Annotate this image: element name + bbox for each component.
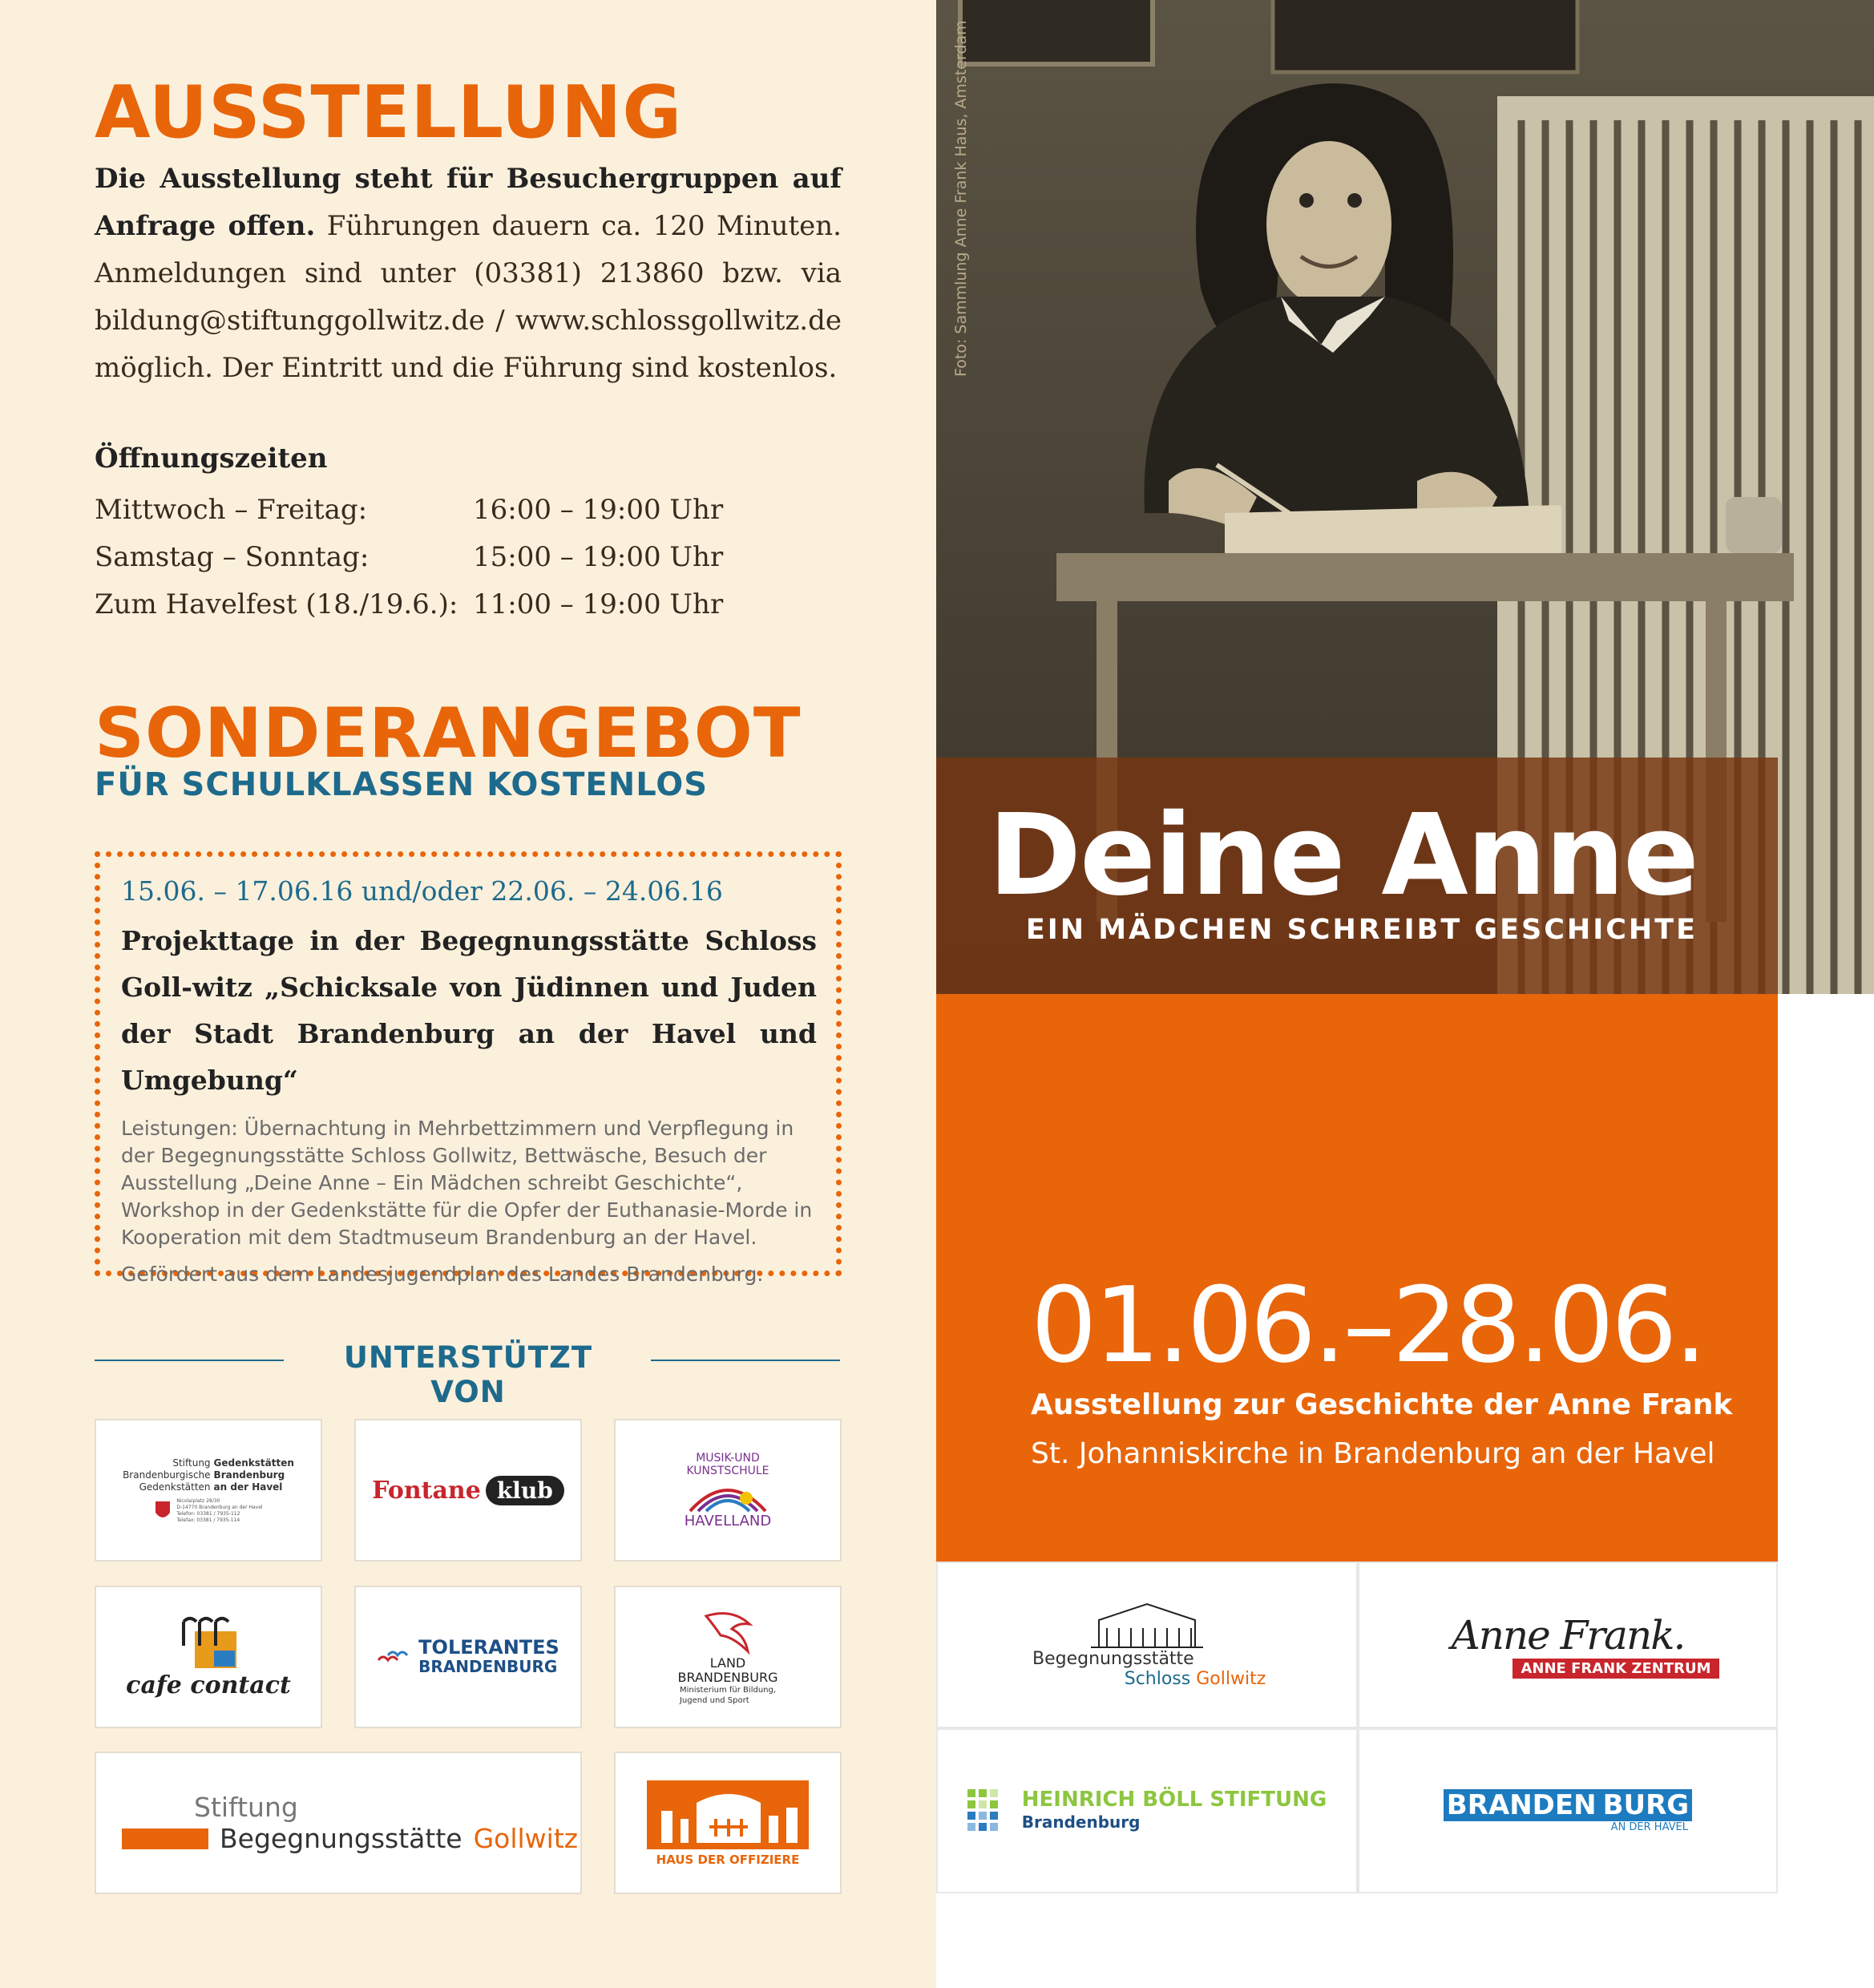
- ausstellung-heading: AUSSTELLUNG: [95, 71, 683, 155]
- gedenk-line: Stiftung: [172, 1457, 211, 1469]
- bb-text-b: BURG: [1600, 1789, 1693, 1821]
- af-zentrum: ANNE FRANK ZENTRUM: [1513, 1659, 1719, 1679]
- hours-time: 15:00 – 19:00 Uhr: [473, 540, 724, 573]
- ausstellung-intro-bold: Die Ausstellung steht für Besuchergruppen auf Anfrage offen.: [95, 163, 842, 242]
- sonderangebot-subheading: FÜR SCHULKLASSEN KOSTENLOS: [95, 766, 709, 803]
- gedenk-small: D-14770 Brandenburg an der Havel: [176, 1504, 263, 1510]
- logo-fontane-klub: [354, 1419, 582, 1562]
- schloss-line2a: Schloss: [1124, 1669, 1191, 1689]
- supporters-title: UNTERSTÜTZT VON: [343, 1340, 593, 1409]
- klub-text: klub: [486, 1476, 564, 1505]
- cover-location: St. Johanniskirche in Brandenburg an der Havel: [1031, 1437, 1715, 1470]
- hours-time: 16:00 – 19:00 Uhr: [473, 493, 724, 526]
- hours-row: [95, 533, 816, 580]
- logo-begegnungsstaette-schloss-gollwitz: [936, 1562, 1358, 1728]
- logo-musikschule: [614, 1419, 842, 1562]
- land-line1: LAND: [709, 1655, 746, 1671]
- logo-stiftung-gedenkstaetten: [95, 1419, 322, 1562]
- offer-services: Leistungen: Übernachtung in Mehrbettzimmern und Verpflegung in der Begegnungsstätte Schloss Gollwitz, Bettwäsche, Besuch der Ausstellung „Deine Anne – Ein Mädchen schreibt Geschichte“, Workshop in der Gedenkstätte für die Opfer der Euthanasie-Morde in Kooperation mit dem Stadtmuseum Brandenburg an der Havel.: [121, 1117, 813, 1249]
- land-line2: BRANDENBURG: [677, 1670, 778, 1685]
- cover-title: Deine Anne: [987, 790, 1698, 921]
- orange-bar: [122, 1828, 208, 1849]
- gedenk-line: an der Havel: [213, 1481, 283, 1493]
- right-panel: [936, 0, 1874, 1988]
- castle-icon: [1091, 1601, 1203, 1649]
- building-icon: [645, 1779, 810, 1851]
- land-line3: Ministerium für Bildung,: [679, 1686, 777, 1695]
- rainbow-icon: [684, 1477, 772, 1513]
- musikschule-top: MUSIK-UND KUNSTSCHULE: [686, 1451, 769, 1477]
- offer-dates: 15.06. – 17.06.16 und/oder 22.06. – 24.06.16: [121, 875, 723, 907]
- hours-days: Mittwoch – Freitag:: [95, 493, 368, 526]
- logo-tolerantes-brandenburg: [354, 1586, 582, 1728]
- logo-anne-frank-zentrum: [1358, 1562, 1778, 1728]
- sonderangebot-heading: SONDERANGEBOT: [95, 693, 802, 774]
- cover-subtitle: EIN MÄDCHEN SCHREIBT GESCHICHTE: [1025, 914, 1698, 946]
- offer-funding: Gefördert aus dem Landesjugendplan des Landes Brandenburg.: [121, 1263, 764, 1286]
- gedenk-small: Nicolaiplatz 28/30: [176, 1497, 220, 1504]
- boell-line1: HEINRICH BÖLL STIFTUNG: [1021, 1788, 1327, 1812]
- stiftung-gollwitz-line3: Gollwitz: [473, 1823, 579, 1854]
- hours-row: [95, 580, 816, 628]
- hours-title: Öffnungszeiten: [95, 442, 328, 475]
- stiftung-gollwitz-line2: Begegnungsstätte: [220, 1823, 462, 1854]
- people-icon: [172, 1615, 244, 1671]
- eagle-icon: [154, 1500, 172, 1522]
- offer-project: Projekttage in der Begegnungsstätte Schloss Goll-witz „Schicksale von Jüdinnen und Juden der Stadt Brandenburg an der Havel und Umgebung“: [121, 925, 817, 1096]
- left-panel: [0, 0, 936, 1988]
- logo-stiftung-gollwitz: [95, 1752, 582, 1894]
- gedenk-line: Gedenkstätten: [213, 1457, 294, 1469]
- tolerantes-line1: TOLERANTES: [418, 1636, 559, 1659]
- musikschule-bottom: HAVELLAND: [684, 1512, 772, 1529]
- gedenk-line: Gedenkstätten: [139, 1481, 211, 1493]
- logo-brandenburg-an-der-havel: [1358, 1728, 1778, 1893]
- hours-time: 11:00 – 19:00 Uhr: [473, 588, 724, 620]
- stiftung-gollwitz-line1: Stiftung: [194, 1792, 298, 1823]
- gedenk-small: Telefon: 03381 / 7935-112: [176, 1510, 240, 1517]
- land-line4: Jugend und Sport: [679, 1696, 749, 1705]
- hours-table: [95, 486, 816, 628]
- fontane-text: Fontane: [372, 1476, 481, 1505]
- ausstellung-text: [95, 156, 842, 392]
- cover-daterange: 01.06.–28.06.: [1031, 1264, 1704, 1386]
- red-eagle-icon: [700, 1608, 756, 1656]
- tolerantes-line2: BRANDENBURG: [418, 1657, 558, 1676]
- boell-squares-icon: [967, 1789, 1011, 1832]
- gedenk-line: Brandenburgische: [123, 1469, 211, 1481]
- logo-cafe-contact: [95, 1586, 322, 1728]
- bb-text-a: BRANDEN: [1444, 1789, 1600, 1821]
- bb-text-c: AN DER HAVEL: [1610, 1820, 1688, 1833]
- logo-heinrich-boell-stiftung: [936, 1728, 1358, 1893]
- cover-exhibition: Ausstellung zur Geschichte der Anne Frank: [1031, 1388, 1733, 1421]
- gedenk-text: [123, 1457, 294, 1493]
- hdo-text: HAUS DER OFFIZIERE: [656, 1853, 800, 1867]
- photo-credit: Foto: Sammlung Anne Frank Haus, Amsterdam: [952, 20, 970, 377]
- logo-land-brandenburg: [614, 1586, 842, 1728]
- schloss-line1: Begegnungsstätte: [1032, 1649, 1194, 1669]
- logo-haus-der-offiziere: [614, 1752, 842, 1894]
- cafe-text: cafe contact: [126, 1671, 291, 1699]
- gedenk-line: Brandenburg: [213, 1469, 285, 1481]
- boell-line2: Brandenburg: [1021, 1812, 1141, 1832]
- ausstellung-intro-rest: Führungen dauern ca. 120 Minuten. Anmeldungen sind unter (03381) 213860 bzw. via bildung@stiftunggollwitz.de / www.schlossgollwitz.de möglich. Der Eintritt und die Führung sind kostenlos.: [95, 210, 842, 384]
- hours-days: Zum Havelfest (18./19.6.):: [95, 588, 458, 620]
- hours-row: [95, 486, 816, 533]
- divider-right: [651, 1360, 840, 1361]
- hours-days: Samstag – Sonntag:: [95, 540, 370, 573]
- offer-box: [95, 851, 842, 1286]
- af-signature: Anne Frank.: [1451, 1611, 1685, 1659]
- gedenk-small: Telefax: 03381 / 7935-114: [176, 1517, 240, 1523]
- schloss-line2b: Gollwitz: [1196, 1669, 1266, 1689]
- birds-icon: [377, 1647, 412, 1667]
- divider-left: [95, 1360, 284, 1361]
